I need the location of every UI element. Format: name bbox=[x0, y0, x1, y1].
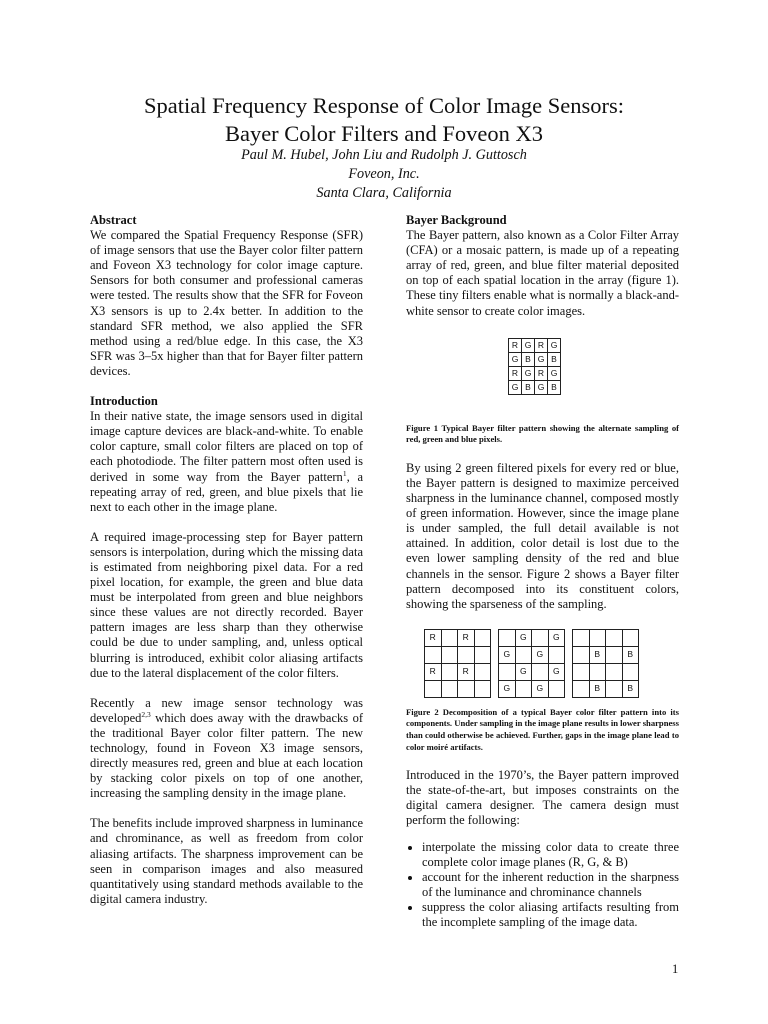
constraint-item: • suppress the color aliasing artifacts resulting from the incomplete sampling of the image data. bbox=[422, 900, 679, 930]
bayer-background-heading: Bayer Background bbox=[406, 213, 507, 227]
author-names: Paul M. Hubel, John Liu and Rudolph J. Guttosch bbox=[241, 147, 527, 163]
figure-2-green-cell bbox=[532, 629, 549, 646]
bayer-paragraph-2: By using 2 green filtered pixels for every red or blue, the Bayer pattern is designed to maximize perceived sharpness in the luminance channel, composed mostly of green information. However, since the image plane is under sampled, the full detail available is not attained. In addition, color detail is lost due to the even lower sampling density of the red and blue channels in the sensor. Figure 2 shows a Bayer filter pattern decomposed into its constituent colors, showing the sparseness of the sampling. bbox=[406, 460, 679, 611]
figure-2-red-cell bbox=[441, 663, 458, 680]
figure-2-green-cell: G bbox=[499, 646, 516, 663]
figure-2-blue-cell bbox=[606, 629, 623, 646]
figure-2-green-cell bbox=[532, 663, 549, 680]
figure-2-green-cell bbox=[515, 646, 532, 663]
figure-1-cell: G bbox=[522, 366, 535, 380]
figure-1-cell: B bbox=[548, 352, 561, 366]
figure-2-green-cell: G bbox=[532, 680, 549, 697]
figure-2-blue-row bbox=[573, 629, 639, 646]
figure-2-blue-row bbox=[573, 663, 639, 680]
figure-2-green-cell bbox=[548, 646, 565, 663]
figure-1-cell: G bbox=[522, 338, 535, 352]
figure-2-red-cell bbox=[474, 663, 491, 680]
figure-2-green-plane bbox=[498, 629, 565, 698]
author-company: Foveon, Inc. bbox=[348, 166, 420, 182]
figure-2-blue-cell bbox=[573, 663, 590, 680]
figure-2-red-row bbox=[425, 629, 491, 646]
figure-1-cell: G bbox=[509, 380, 522, 394]
figure-2-blue-cell bbox=[606, 646, 623, 663]
figure-2-red-row bbox=[425, 663, 491, 680]
figure-2-green-row bbox=[499, 629, 565, 646]
abstract-heading: Abstract bbox=[90, 213, 137, 227]
figure-2-green-cell: G bbox=[548, 629, 565, 646]
intro-p1-start: In their native state, the image sensors used in digital image capture devices are black-and-white. To enable color capture, small color filters are placed on top of each photodiode. The filter pattern most often used is derived in some way from the Bayer pattern bbox=[90, 409, 363, 484]
figure-2-caption: Figure 2 Decomposition of a typical Bayer color filter pattern into its components. Under sampling in the image plane results in lower sharpness than could otherwise be achieved. Further, gaps in the image plane lead to color moiré artifacts. bbox=[406, 706, 679, 752]
figure-1-row bbox=[509, 338, 561, 352]
figure-2-red-cell bbox=[474, 646, 491, 663]
figure-2-blue-cell: B bbox=[622, 646, 639, 663]
figure-2-green-cell bbox=[499, 629, 516, 646]
figure-2-red-cell bbox=[474, 629, 491, 646]
constraint-item: • interpolate the missing color data to create three complete color image planes (R, G, & B) bbox=[422, 840, 679, 870]
author-location: Santa Clara, California bbox=[316, 185, 452, 201]
intro-paragraph-2: A required image-processing step for Bayer pattern sensors is interpolation, during which the missing data is estimated from neighboring pixel data. For a red pixel location, for example, the green and blue data must be interpolated from green and blue neighbors since these values are not directly recorded. Bayer pattern images are less sharp than they otherwise could be due to under sampling, and, unless optical blurring is introduced, exhibit color aliasing artifacts due to the lateral displacement of the color filters. bbox=[90, 529, 363, 680]
bayer-paragraph-1: The Bayer pattern, also known as a Color Filter Array (CFA) or a mosaic pattern, is made up of a repeating array of red, green, and blue filter material deposited on top of each spatial location in the array (figure 1). These tiny filters enable what is normally a black-and-white sensor to create color images. bbox=[406, 228, 679, 318]
figure-1-cell: G bbox=[548, 338, 561, 352]
figure-2-red-cell bbox=[458, 680, 475, 697]
figure-2-blue-cell bbox=[622, 663, 639, 680]
intro-p3-end: which does away with the drawbacks of the traditional Bayer color filter pattern. The new technology, found in Foveon X3 image sensors, directly measures red, green and blue at each location by stacking color pixels on top of one another, increasing the sampling density in the image plane. bbox=[90, 710, 363, 801]
figure-2-blue-row bbox=[573, 646, 639, 663]
bayer-paragraph-3: Introduced in the 1970’s, the Bayer pattern improved the state-of-the-art, but imposes constraints on the digital camera designer. The camera design must perform the following: bbox=[406, 768, 679, 828]
figure-2-blue-cell bbox=[573, 629, 590, 646]
figure-1-cell: G bbox=[535, 352, 548, 366]
intro-paragraph-1 bbox=[90, 409, 363, 515]
figure-2-red-cell bbox=[425, 646, 442, 663]
figure-2-blue-cell: B bbox=[622, 680, 639, 697]
title-line-1: Spatial Frequency Response of Color Image Sensors: bbox=[144, 93, 624, 118]
figure-2-blue-cell bbox=[622, 629, 639, 646]
figure-2-green-cell: G bbox=[515, 629, 532, 646]
figure-2-green-cell: G bbox=[548, 663, 565, 680]
figure-2-red-plane bbox=[424, 629, 491, 698]
figure-2-red-cell bbox=[441, 629, 458, 646]
figure-2-green-cell: G bbox=[515, 663, 532, 680]
reference-2-3: 2,3 bbox=[141, 709, 151, 719]
figure-1-cell: G bbox=[535, 380, 548, 394]
figure-2-green-row bbox=[499, 646, 565, 663]
figure-2-blue-cell: B bbox=[589, 646, 606, 663]
intro-paragraph-3 bbox=[90, 696, 363, 802]
introduction-heading: Introduction bbox=[90, 394, 158, 409]
figure-2-red-cell bbox=[458, 646, 475, 663]
abstract-text: We compared the Spatial Frequency Response (SFR) of image sensors that use the Bayer color filter pattern and Foveon X3 technology for color image capture. Sensors for both consumer and professional cameras were tested. The results show that the SFR for Foveon X3 sensors is up to 2.4x better. In addition to the standard SFR method, we also applied the SFR method using a red/blue edge. In this case, the X3 SFR was 3–5x higher than that for Bayer filter pattern devices. bbox=[90, 228, 363, 378]
figure-2-blue-cell bbox=[606, 680, 623, 697]
figure-2-red-cell bbox=[441, 646, 458, 663]
figure-1-row bbox=[509, 366, 561, 380]
figure-1-row bbox=[509, 380, 561, 394]
paper-title bbox=[0, 92, 768, 148]
figure-2-blue-row bbox=[573, 680, 639, 697]
figure-2-blue-plane bbox=[572, 629, 639, 698]
figure-2-decomposition bbox=[424, 629, 679, 698]
figure-2-blue-cell bbox=[589, 629, 606, 646]
figure-1-caption: Figure 1 Typical Bayer filter pattern showing the alternate sampling of red, green and blue pixels. bbox=[406, 422, 679, 445]
figure-2-red-row bbox=[425, 680, 491, 697]
figure-2-green-cell: G bbox=[532, 646, 549, 663]
figure-1-cell: B bbox=[548, 380, 561, 394]
figure-1-cell: G bbox=[509, 352, 522, 366]
figure-2-red-cell: R bbox=[458, 663, 475, 680]
figure-2-blue-cell bbox=[573, 680, 590, 697]
figure-2-blue-cell: B bbox=[589, 680, 606, 697]
figure-1-cell: R bbox=[535, 338, 548, 352]
figure-2-green-cell bbox=[548, 680, 565, 697]
figure-2-green-cell bbox=[515, 680, 532, 697]
left-column bbox=[90, 213, 363, 907]
author-block bbox=[0, 146, 768, 203]
reference-1: 1 bbox=[342, 468, 347, 478]
figure-2-green-cell: G bbox=[499, 680, 516, 697]
figure-1-cell: R bbox=[509, 366, 522, 380]
intro-p1-end: , a repeating array of red, green, and blue pixels that lie next to each other in the image plane. bbox=[90, 469, 363, 514]
figure-2-red-cell: R bbox=[425, 629, 442, 646]
intro-paragraph-4: The benefits include improved sharpness in luminance and chrominance, as well as freedom from color aliasing artifacts. The sharpness improvement can be seen in comparison images and also measured quantitatively using standard methods available to the digital camera industry. bbox=[90, 816, 363, 906]
figure-2-red-row bbox=[425, 646, 491, 663]
figure-1-bayer-grid bbox=[508, 338, 561, 395]
figure-1-cell: G bbox=[548, 366, 561, 380]
title-line-2: Bayer Color Filters and Foveon X3 bbox=[224, 121, 544, 146]
intro-p3-start: Recently a new image sensor technology was developed bbox=[90, 695, 363, 725]
figure-1-row bbox=[509, 352, 561, 366]
figure-2-red-cell: R bbox=[425, 663, 442, 680]
figure-2-green-row bbox=[499, 663, 565, 680]
constraints-list bbox=[406, 840, 679, 931]
figure-2-green-row bbox=[499, 680, 565, 697]
figure-2-blue-cell bbox=[573, 646, 590, 663]
figure-2-red-cell bbox=[441, 680, 458, 697]
page-number: 1 bbox=[672, 962, 679, 976]
figure-1-cell: B bbox=[522, 380, 535, 394]
figure-1-cell: R bbox=[535, 366, 548, 380]
figure-2-red-cell: R bbox=[458, 629, 475, 646]
figure-1-cell: B bbox=[522, 352, 535, 366]
figure-1-cell: R bbox=[509, 338, 522, 352]
constraint-item: • account for the inherent reduction in the sharpness of the luminance and chrominance channels bbox=[422, 870, 679, 900]
figure-2-red-cell bbox=[474, 680, 491, 697]
figure-2-blue-cell bbox=[589, 663, 606, 680]
right-column bbox=[406, 213, 679, 930]
figure-2-blue-cell bbox=[606, 663, 623, 680]
figure-2-green-cell bbox=[499, 663, 516, 680]
figure-2-red-cell bbox=[425, 680, 442, 697]
